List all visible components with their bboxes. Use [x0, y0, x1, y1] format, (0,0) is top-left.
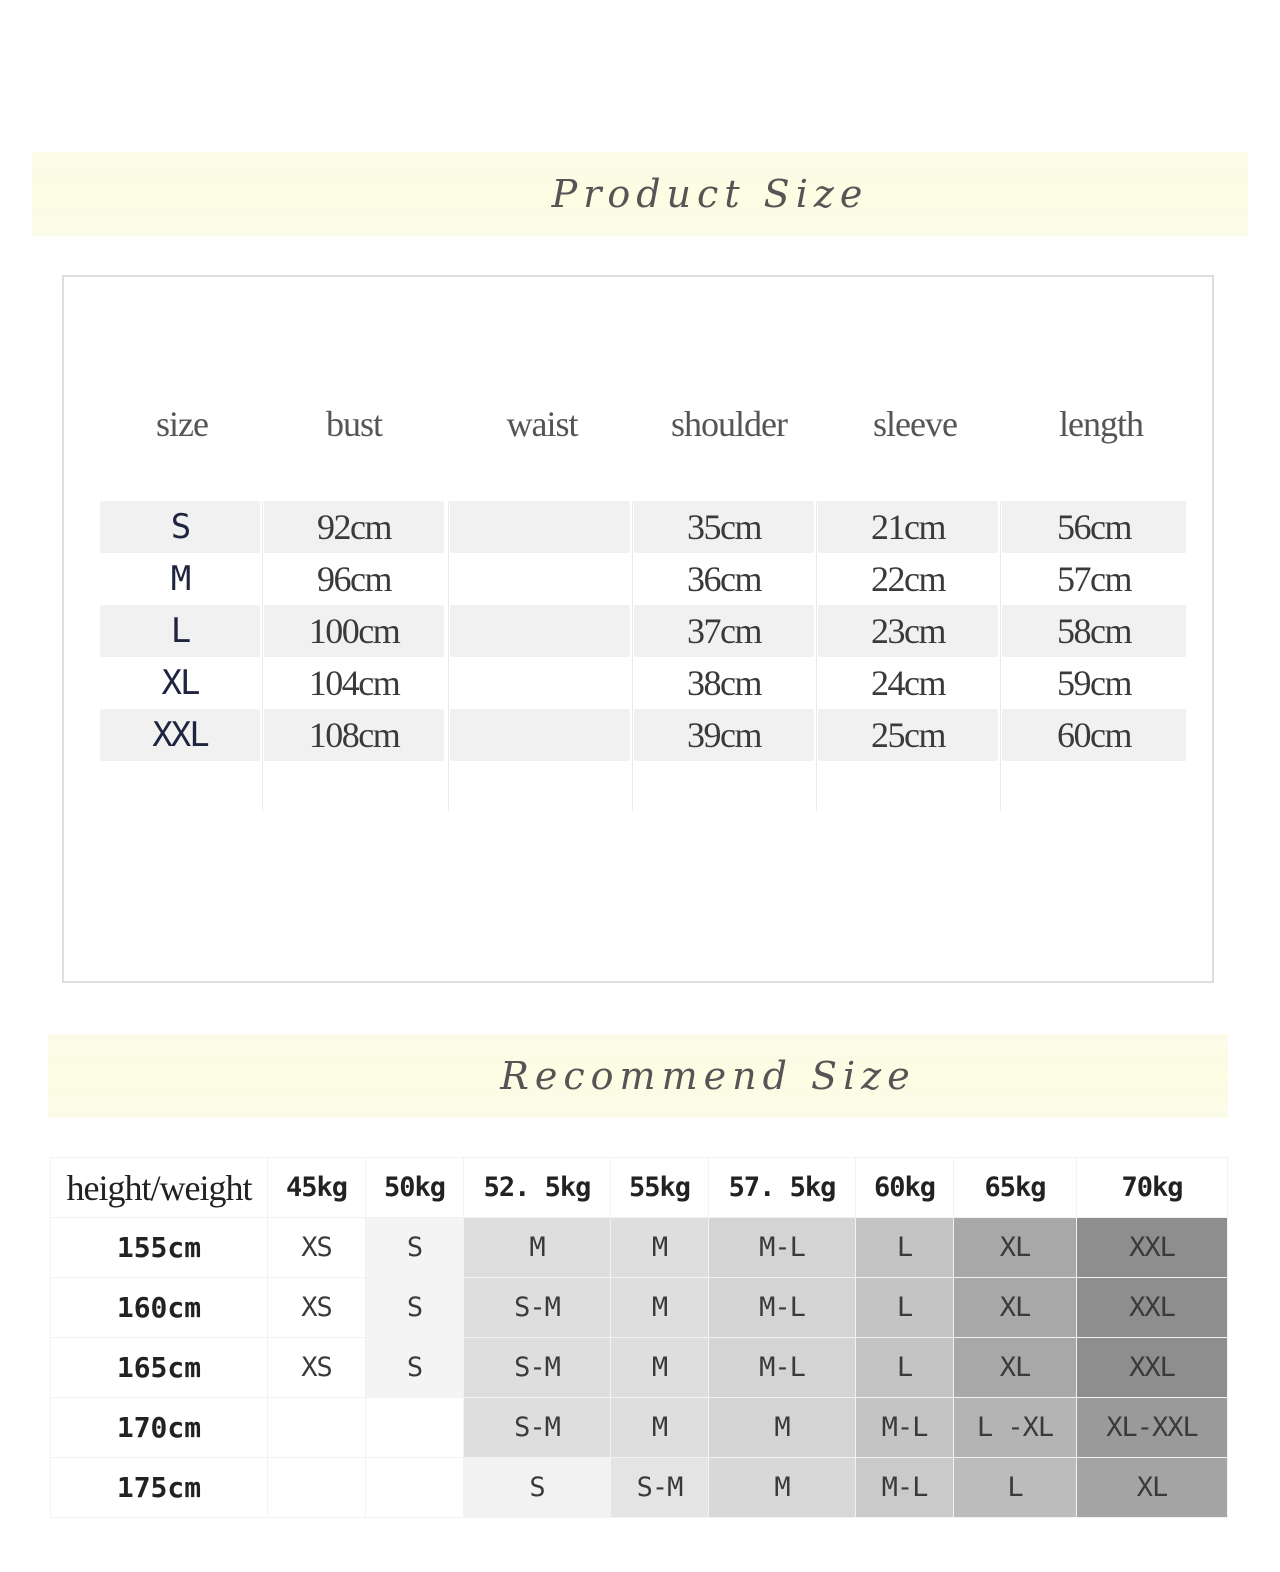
product-size-title: Product Size	[551, 172, 869, 216]
size-cell: L	[856, 1338, 954, 1398]
size-row	[100, 657, 1186, 709]
size-cell: XS	[268, 1218, 366, 1278]
weight-header: 57. 5kg	[709, 1158, 856, 1218]
bust-cell: 108cm	[264, 709, 444, 761]
size-cell: XL	[954, 1218, 1077, 1278]
size-cell: M	[611, 1218, 709, 1278]
size-cell: XL	[161, 663, 199, 703]
shoulder-cell: 35cm	[634, 501, 814, 553]
size-cell	[268, 1458, 366, 1518]
shoulder-cell: 37cm	[634, 605, 814, 657]
size-cell: XS	[268, 1338, 366, 1398]
weight-header-row	[51, 1158, 1228, 1218]
height-label: 170cm	[51, 1398, 268, 1458]
weight-header: 55kg	[611, 1158, 709, 1218]
size-row	[100, 501, 1186, 553]
height-row	[51, 1458, 1228, 1518]
size-cell: M-L	[709, 1338, 856, 1398]
size-cell: S-M	[464, 1278, 611, 1338]
shoulder-cell: 39cm	[634, 709, 814, 761]
size-cell: L	[954, 1458, 1077, 1518]
product-size-banner	[32, 152, 1248, 236]
height-label: 155cm	[51, 1218, 268, 1278]
size-cell: S	[464, 1458, 611, 1518]
recommend-size-title: Recommend Size	[500, 1054, 916, 1098]
weight-header: 52. 5kg	[464, 1158, 611, 1218]
height-label: 165cm	[51, 1338, 268, 1398]
size-cell: M	[611, 1278, 709, 1338]
recommend-size-table	[50, 1157, 1228, 1518]
size-cell: L -XL	[954, 1398, 1077, 1458]
size-cell: S	[366, 1338, 464, 1398]
header-waist: waist	[506, 404, 578, 444]
height-row	[51, 1218, 1228, 1278]
size-cell: XXL	[1077, 1338, 1228, 1398]
weight-header: 65kg	[954, 1158, 1077, 1218]
length-cell: 57cm	[1057, 559, 1131, 599]
size-cell: XL	[954, 1338, 1077, 1398]
size-row	[100, 709, 1186, 761]
size-cell: M-L	[856, 1458, 954, 1518]
size-cell: XXL	[1077, 1278, 1228, 1338]
shoulder-cell: 38cm	[687, 663, 761, 703]
height-weight-label: height/weight	[51, 1158, 268, 1218]
product-size-card	[62, 275, 1214, 983]
size-cell	[268, 1398, 366, 1458]
size-cell: S	[366, 1278, 464, 1338]
size-cell: S	[100, 501, 260, 553]
waist-cell	[450, 501, 630, 553]
sleeve-cell: 23cm	[818, 605, 998, 657]
bust-cell: 104cm	[308, 663, 400, 703]
size-cell: S	[366, 1218, 464, 1278]
size-cell: M-L	[709, 1278, 856, 1338]
header-length: length	[1059, 404, 1143, 444]
size-cell: S-M	[464, 1338, 611, 1398]
header-shoulder: shoulder	[671, 404, 787, 444]
product-size-header-row	[64, 403, 1212, 453]
size-cell: M	[611, 1338, 709, 1398]
bust-cell: 96cm	[317, 559, 391, 599]
size-cell: XL	[954, 1278, 1077, 1338]
header-bust: bust	[325, 404, 383, 444]
height-row	[51, 1338, 1228, 1398]
size-cell: L	[856, 1218, 954, 1278]
sleeve-cell: 22cm	[871, 559, 945, 599]
size-cell: XL-XXL	[1077, 1398, 1228, 1458]
weight-header: 70kg	[1077, 1158, 1228, 1218]
size-cell: M	[709, 1398, 856, 1458]
recommend-size-banner	[48, 1034, 1228, 1118]
height-label: 175cm	[51, 1458, 268, 1518]
size-cell	[366, 1398, 464, 1458]
size-cell: XS	[268, 1278, 366, 1338]
weight-header: 50kg	[366, 1158, 464, 1218]
sleeve-cell: 24cm	[871, 663, 945, 703]
size-cell: M	[611, 1398, 709, 1458]
size-cell: M	[464, 1218, 611, 1278]
length-cell: 56cm	[1002, 501, 1186, 553]
size-cell: M-L	[856, 1398, 954, 1458]
length-cell: 60cm	[1002, 709, 1186, 761]
sleeve-cell: 21cm	[818, 501, 998, 553]
size-cell: M	[709, 1458, 856, 1518]
size-cell: XXL	[100, 709, 260, 761]
waist-cell	[450, 605, 630, 657]
size-cell: M-L	[709, 1218, 856, 1278]
size-cell: L	[856, 1278, 954, 1338]
waist-cell	[450, 657, 630, 709]
size-cell: M	[170, 559, 190, 599]
size-cell: XL	[1077, 1458, 1228, 1518]
sleeve-cell: 25cm	[818, 709, 998, 761]
shoulder-cell: 36cm	[687, 559, 761, 599]
size-cell: S-M	[464, 1398, 611, 1458]
length-cell: 59cm	[1057, 663, 1131, 703]
size-cell: S-M	[611, 1458, 709, 1518]
weight-header: 45kg	[268, 1158, 366, 1218]
height-label: 160cm	[51, 1278, 268, 1338]
bust-cell: 100cm	[264, 605, 444, 657]
height-row	[51, 1278, 1228, 1338]
weight-header: 60kg	[856, 1158, 954, 1218]
size-row	[100, 553, 1186, 605]
length-cell: 58cm	[1002, 605, 1186, 657]
header-sleeve: sleeve	[873, 404, 957, 444]
size-cell	[366, 1458, 464, 1518]
height-row	[51, 1398, 1228, 1458]
size-cell: XXL	[1077, 1218, 1228, 1278]
waist-cell	[450, 553, 630, 605]
bust-cell: 92cm	[264, 501, 444, 553]
header-size: size	[156, 404, 208, 444]
product-size-rows	[100, 501, 1186, 761]
waist-cell	[450, 709, 630, 761]
size-cell: L	[100, 605, 260, 657]
size-row	[100, 605, 1186, 657]
